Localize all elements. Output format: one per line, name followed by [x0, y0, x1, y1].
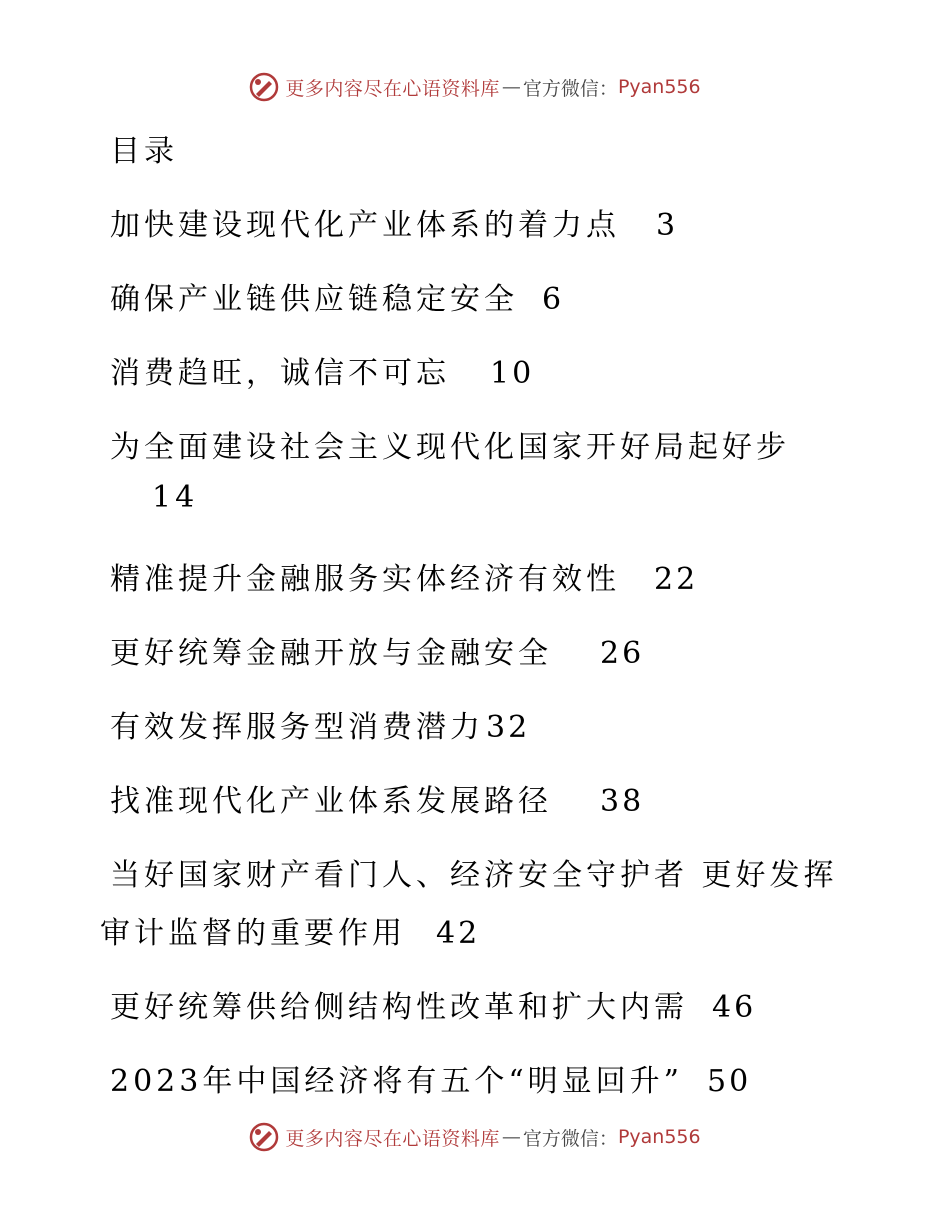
- watermark-separator: —: [501, 1126, 521, 1148]
- toc-entry-page: 38: [600, 784, 645, 819]
- toc-entry[interactable]: [110, 982, 756, 1026]
- watermark-text: 更多内容尽在心语资料库: [285, 77, 500, 100]
- watermark-contact-label: 官方微信：: [522, 1127, 618, 1150]
- pen-logo-icon: [249, 72, 279, 102]
- watermark-separator: —: [501, 76, 521, 98]
- toc-entry-text: 更好统筹金融开放与金融安全: [110, 636, 552, 671]
- toc-entry[interactable]: [110, 422, 790, 466]
- toc-entry[interactable]: [110, 348, 534, 392]
- toc-entry-text: 精准提升金融服务实体经济有效性: [110, 562, 620, 597]
- toc-entry[interactable]: [110, 1056, 751, 1100]
- toc-entry[interactable]: [110, 628, 644, 672]
- watermark-contact-id: Pyan556: [617, 1126, 701, 1148]
- toc-entry-page: 32: [486, 710, 531, 745]
- toc-entry-page: 6: [542, 282, 565, 317]
- header-watermark: [0, 72, 950, 102]
- toc-entry-text: 审计监督的重要作用: [100, 916, 406, 951]
- toc-entry-text: 确保产业链供应链稳定安全: [110, 282, 518, 317]
- toc-entry-text: 找准现代化产业体系发展路径: [110, 784, 552, 819]
- toc-entry-page: 26: [600, 636, 645, 671]
- toc-entry-text: 当好国家财产看门人、经济安全守护者 更好发挥: [110, 858, 838, 893]
- toc-entry[interactable]: [110, 200, 678, 244]
- toc-entry-page: 50: [707, 1064, 752, 1099]
- pen-logo-icon: [249, 1122, 279, 1152]
- toc-entry-text: 有效发挥服务型消费潜力: [110, 710, 484, 745]
- toc-entry-text: 2023年中国经济将有五个“明显回升”: [110, 1064, 684, 1099]
- footer-watermark: [0, 1122, 950, 1152]
- toc-entry-text: 更好统筹供给侧结构性改革和扩大内需: [110, 990, 688, 1025]
- toc-entry-page: 10: [490, 356, 535, 391]
- toc-entry-text: 消费趋旺，诚信不可忘: [110, 356, 450, 391]
- toc-entry[interactable]: [110, 554, 698, 598]
- toc-title: 目录: [110, 134, 178, 169]
- toc-entry-page: 22: [654, 562, 699, 597]
- watermark-contact-label: 官方微信：: [522, 77, 618, 100]
- toc-entry-text: 为全面建设社会主义现代化国家开好局起好步: [110, 430, 790, 465]
- toc-entry-page: 42: [436, 916, 481, 951]
- toc-entry[interactable]: [110, 776, 644, 820]
- watermark-contact-id: Pyan556: [617, 76, 701, 98]
- toc-entry[interactable]: [110, 702, 530, 746]
- toc-entry-text: 加快建设现代化产业体系的着力点: [110, 208, 620, 243]
- toc-entry-continuation[interactable]: [100, 908, 480, 952]
- watermark-text: 更多内容尽在心语资料库: [285, 1127, 500, 1150]
- toc-entry-page: 3: [656, 208, 679, 243]
- toc-entry[interactable]: [110, 850, 838, 894]
- toc-entry-page: 46: [712, 990, 757, 1025]
- toc-entry-page: 14: [152, 480, 199, 515]
- toc-entry[interactable]: [110, 274, 564, 318]
